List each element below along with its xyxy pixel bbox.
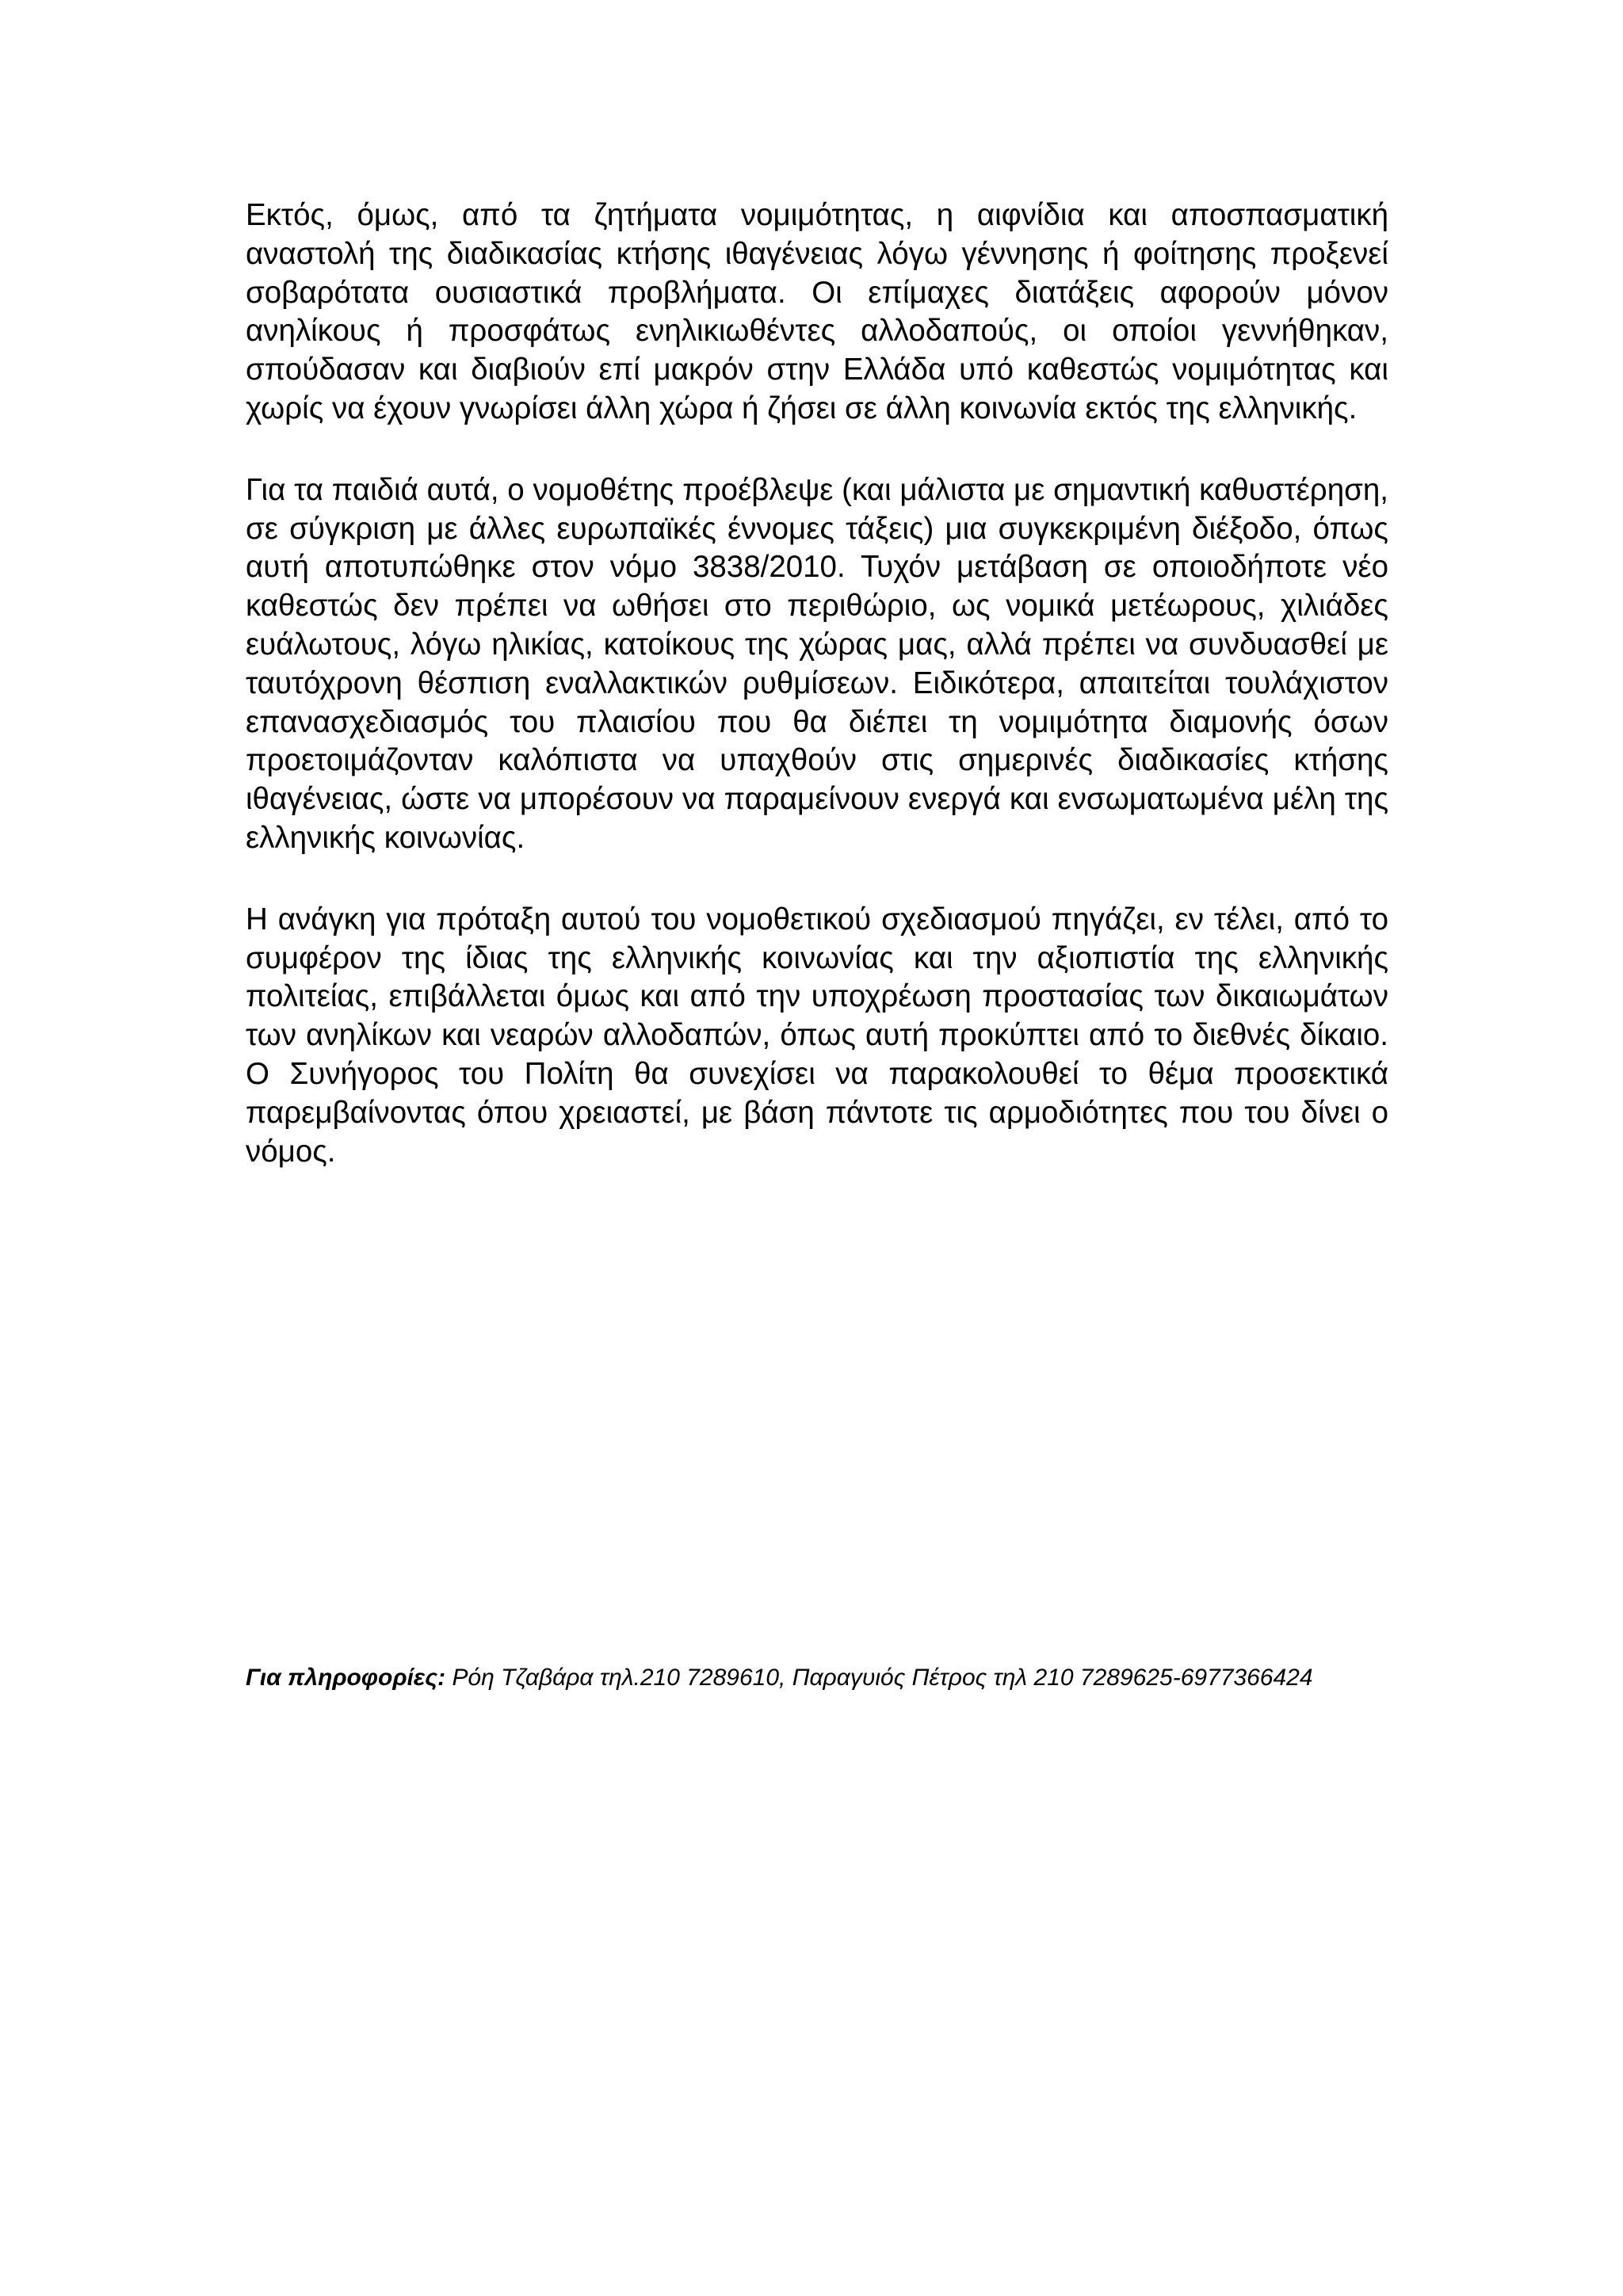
paragraph-legislative-need: Η ανάγκη για πρόταξη αυτού του νομοθετικού σχεδιασμού πηγάζει, εν τέλει, από το συμφέρον της ίδιας της ελληνικής κοινωνίας και την αξιοπιστία της ελληνικής πολιτείας, επιβάλλεται όμως και από την υποχρέωση προστασίας των δικαιωμάτων των ανηλίκων και νεαρών αλλοδαπών, όπως αυτή προκύπτει από το διεθνές δίκαιο. Ο Συνήγορος του Πολίτη θα συνεχίσει να παρακολουθεί το θέμα προσεκτικά παρεμβαίνοντας όπου χρειαστεί, με βάση πάντοτε τις αρμοδιότητες που του δίνει ο νόμος. xyxy=(246,902,1388,1169)
contact-details: Ρόη Τζαβάρα τηλ.210 7289610, Παραγυιός Πέτρος τηλ 210 7289625-6977366424 xyxy=(445,1665,1313,1691)
contact-info xyxy=(246,1664,1388,1692)
paragraph-legality-issues: Εκτός, όμως, από τα ζητήματα νομιμότητας, η αιφνίδια και αποσπασματική αναστολή της διαδικασίας κτήσης ιθαγένειας λόγω γέννησης ή φοίτησης προξενεί σοβαρότατα ουσιαστικά προβλήματα. Οι επίμαχες διατάξεις αφορούν μόνον ανηλίκους ή προσφάτως ενηλικιωθέντες αλλοδαπούς, οι οποίοι γεννήθηκαν, σπούδασαν και διαβιούν επί μακρόν στην Ελλάδα υπό καθεστώς νομιμότητας και χωρίς να έχουν γνωρίσει άλλη χώρα ή ζήσει σε άλλη κοινωνία εκτός της ελληνικής. xyxy=(246,198,1388,425)
paragraph-children-provision: Για τα παιδιά αυτά, ο νομοθέτης προέβλεψε (και μάλιστα με σημαντική καθυστέρηση, σε σύγκριση με άλλες ευρωπαϊκές έννομες τάξεις) μια συγκεκριμένη διέξοδο, όπως αυτή αποτυπώθηκε στον νόμο 3838/2010. Τυχόν μετάβαση σε οποιοδήποτε νέο καθεστώς δεν πρέπει να ωθήσει στο περιθώριο, ως νομικά μετέωρους, χιλιάδες ευάλωτους, λόγω ηλικίας, κατοίκους της χώρας μας, αλλά πρέπει να συνδυασθεί με ταυτόχρονη θέσπιση εναλλακτικών ρυθμίσεων. Ειδικότερα, απαιτείται τουλάχιστον επανασχεδιασμός του πλαισίου που θα διέπει τη νομιμότητα διαμονής όσων προετοιμάζονταν καλόπιστα να υπαχθούν στις σημερινές διαδικασίες κτήσης ιθαγένειας, ώστε να μπορέσουν να παραμείνουν ενεργά και ενσωματωμένα μέλη της ελληνικής κοινωνίας. xyxy=(246,472,1388,855)
contact-label: Για πληροφορίες: xyxy=(246,1665,446,1691)
document-body xyxy=(246,196,1388,1214)
